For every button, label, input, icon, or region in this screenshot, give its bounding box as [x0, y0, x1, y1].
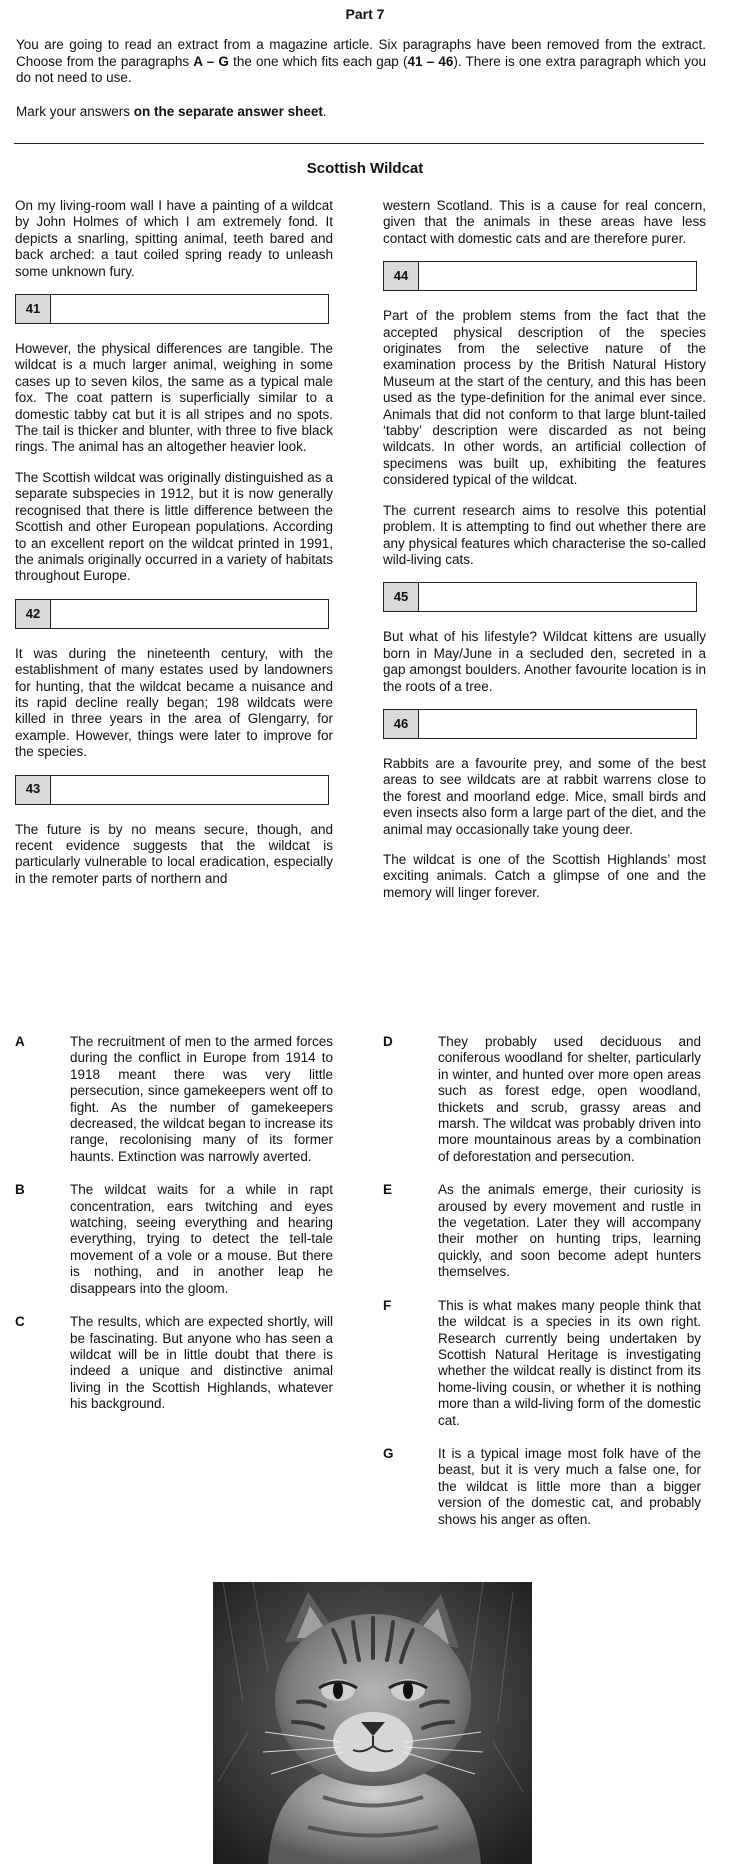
answer-note-bold: on the separate answer sheet [133, 103, 323, 119]
option-letter: B [15, 1182, 25, 1198]
gap-41-box[interactable] [15, 294, 329, 324]
gap-42-box[interactable] [15, 599, 329, 629]
part-title: Part 7 [345, 6, 385, 22]
option-text: It is a typical image most folk have of the beast, but it is very much a false one, for the wildcat is little more than a bigger version of the domestic cat, and probably shows his anger as often. [438, 1445, 701, 1527]
option-g [383, 1446, 701, 1528]
article-paragraph: It was during the nineteenth century, with the establishment of many estates used by landowners for hunting, that the wildcat became a nuisance and its rapid decline really began; 198 wildcats were killed in three years in the area of Glengarry, for example. However, things were later to improve for the species. [15, 645, 333, 760]
instructions-range-gaps: 41 – 46 [407, 53, 454, 69]
gap-number: 44 [384, 262, 419, 290]
article-paragraph: However, the physical differences are tangible. The wildcat is a much larger animal, weighing in some cases up to seven kilos, the same as a typical male fox. The coat pattern is superficially similar to a domestic tabby cat but it is all stripes and no spots. The tail is thicker and blunter, with three to five black rings. The animal has an altogether heavier look. [15, 341, 333, 455]
answer-note-text: . [322, 103, 327, 119]
gap-45-box[interactable] [383, 582, 697, 612]
gap-answer-field[interactable] [419, 262, 696, 290]
option-text: The results, which are expected shortly, will be fascinating. But anyone who has seen a wildcat will be in little doubt that there is indeed a unique and distinctive animal living in the Scottish Highlands, whatever his background. [70, 1314, 333, 1412]
divider [14, 143, 704, 144]
gap-number: 42 [16, 600, 51, 628]
option-letter: E [383, 1182, 393, 1198]
article-paragraph: On my living-room wall I have a painting of a wildcat by John Holmes of which I am extremely fond. It depicts a snarling, spitting animal, teeth bared and back arched: a taut coiled spring ready to unleash some unknown fury. [15, 198, 333, 279]
answer-note-text: Mark your answers [16, 103, 134, 119]
instructions-range-options: A – G [193, 53, 229, 69]
wildcat-image [213, 1582, 532, 1864]
gap-answer-field[interactable] [51, 776, 328, 804]
article-paragraph: The future is by no means secure, though, and recent evidence suggests that the wildcat is particularly vulnerable to local eradication, especially in the remoter parts of northern and [15, 821, 333, 886]
answer-sheet-note [16, 104, 706, 121]
article-column-left [15, 198, 333, 901]
gap-number: 41 [16, 295, 51, 323]
option-letter: C [15, 1314, 25, 1330]
wildcat-photo [213, 1582, 532, 1864]
instructions-text: You are going to read an extract from a magazine article. Six paragraphs have been removed from the extract. Choose from the paragraphs [16, 37, 706, 69]
option-text: They probably used deciduous and coniferous woodland for shelter, particularly in winter, and hunted over more open areas such as forest edge, open woodland, thickets and scrub, grassy areas and marsh. The wildcat was probably driven into more mountainous areas by a combination of deforestation and persecution. [438, 1034, 701, 1164]
gap-answer-field[interactable] [419, 710, 696, 738]
article-paragraph: The wildcat is one of the Scottish Highlands’ most exciting animals. Catch a glimpse of one and the memory will linger forever. [383, 851, 706, 900]
option-text: As the animals emerge, their curiosity is aroused by every movement and rustle in the vegetation. Later they will accompany their mother on hunting trips, learning quickly, and soon become adept hunters themselves. [438, 1182, 701, 1280]
option-letter: D [383, 1034, 393, 1049]
gap-answer-field[interactable] [51, 600, 328, 628]
option-a [15, 1034, 333, 1165]
task-instructions [16, 37, 706, 87]
options-column-left [15, 1034, 333, 1430]
option-text: This is what makes many people think that the wildcat is a species in its own right. Research currently being undertaken by Scottish Natural Heritage is investigating whether the wildcat really is distinct from its home-living cousin, or whether it is nothing more than a wild-living form of the domestic cat. [438, 1297, 701, 1428]
option-f [383, 1298, 701, 1429]
gap-number: 46 [384, 710, 419, 738]
instructions [16, 37, 706, 120]
option-text: The recruitment of men to the armed forces during the conflict in Europe from 1914 to 1918 meant there was very little persecution, since gamekeepers went off to fight. As the number of gamekeepers decreased, the wildcat began to increase its range, recolonising many of its former haunts. Extinction was narrowly averted. [70, 1034, 333, 1164]
gap-answer-field[interactable] [51, 295, 328, 323]
options-column-right [383, 1034, 701, 1545]
gap-44-box[interactable] [383, 261, 697, 291]
article-title: Scottish Wildcat [306, 160, 424, 177]
article-paragraph: Part of the problem stems from the fact that the accepted physical description of the species originates from the selective nature of the examination process by the British Natural History Museum at the start of the century, and this has been used as the type-definition for the animal ever since. Animals that did not conform to that large blunt-tailed ‘tabby’ description were discarded as not being wildcats. In other words, an artificial collection of specimens was built up, exhibiting the features considered typical of the wildcat. [383, 308, 706, 488]
option-text: The wildcat waits for a while in rapt concentration, ears twitching and eyes watching, seeing everything and hearing everything, trying to detect the tell-tale movement of a vole or a mouse. But there is nothing, and in another leap he disappears into the gloom. [70, 1182, 333, 1296]
instructions-text: the one which fits each gap ( [228, 53, 408, 69]
gap-number: 43 [16, 776, 51, 804]
option-e [383, 1182, 701, 1280]
gap-answer-field[interactable] [419, 583, 696, 611]
option-letter: A [15, 1034, 25, 1049]
article-paragraph: The current research aims to resolve this potential problem. It is attempting to find out whether there are any physical features which characterise the so-called wild-living cats. [383, 502, 706, 567]
gap-43-box[interactable] [15, 775, 329, 805]
option-letter: F [383, 1297, 392, 1313]
article-paragraph: The Scottish wildcat was originally distinguished as a separate subspecies in 1912, but it is now generally recognised that there is little difference between the Scottish and other European populations. According to an excellent report on the wildcat printed in 1991, the animals originally occurred in a variety of habitats throughout Europe. [15, 469, 333, 584]
article-column-right [383, 198, 706, 915]
article-paragraph: western Scotland. This is a cause for real concern, given that the animals in these areas have less contact with domestic cats and are therefore purer. [383, 198, 706, 246]
gap-46-box[interactable] [383, 709, 697, 739]
option-c [15, 1314, 333, 1412]
article-paragraph: But what of his lifestyle? Wildcat kittens are usually born in May/June in a secluded den, secreted in a gap amongst boulders. Another favourite location is in the roots of a tree. [383, 629, 706, 694]
article-paragraph: Rabbits are a favourite prey, and some of the best areas to see wildcats are at rabbit warrens close to the forest and moorland edge. Mice, small birds and even insects also form a large part of the diet, and the animal may occasionally take young deer. [383, 755, 706, 837]
option-letter: G [383, 1445, 394, 1461]
gap-number: 45 [384, 583, 419, 611]
instructions-text: ). There is one extra paragraph which you do not need to use. [16, 53, 706, 86]
option-d [383, 1034, 701, 1165]
option-b [15, 1182, 333, 1297]
